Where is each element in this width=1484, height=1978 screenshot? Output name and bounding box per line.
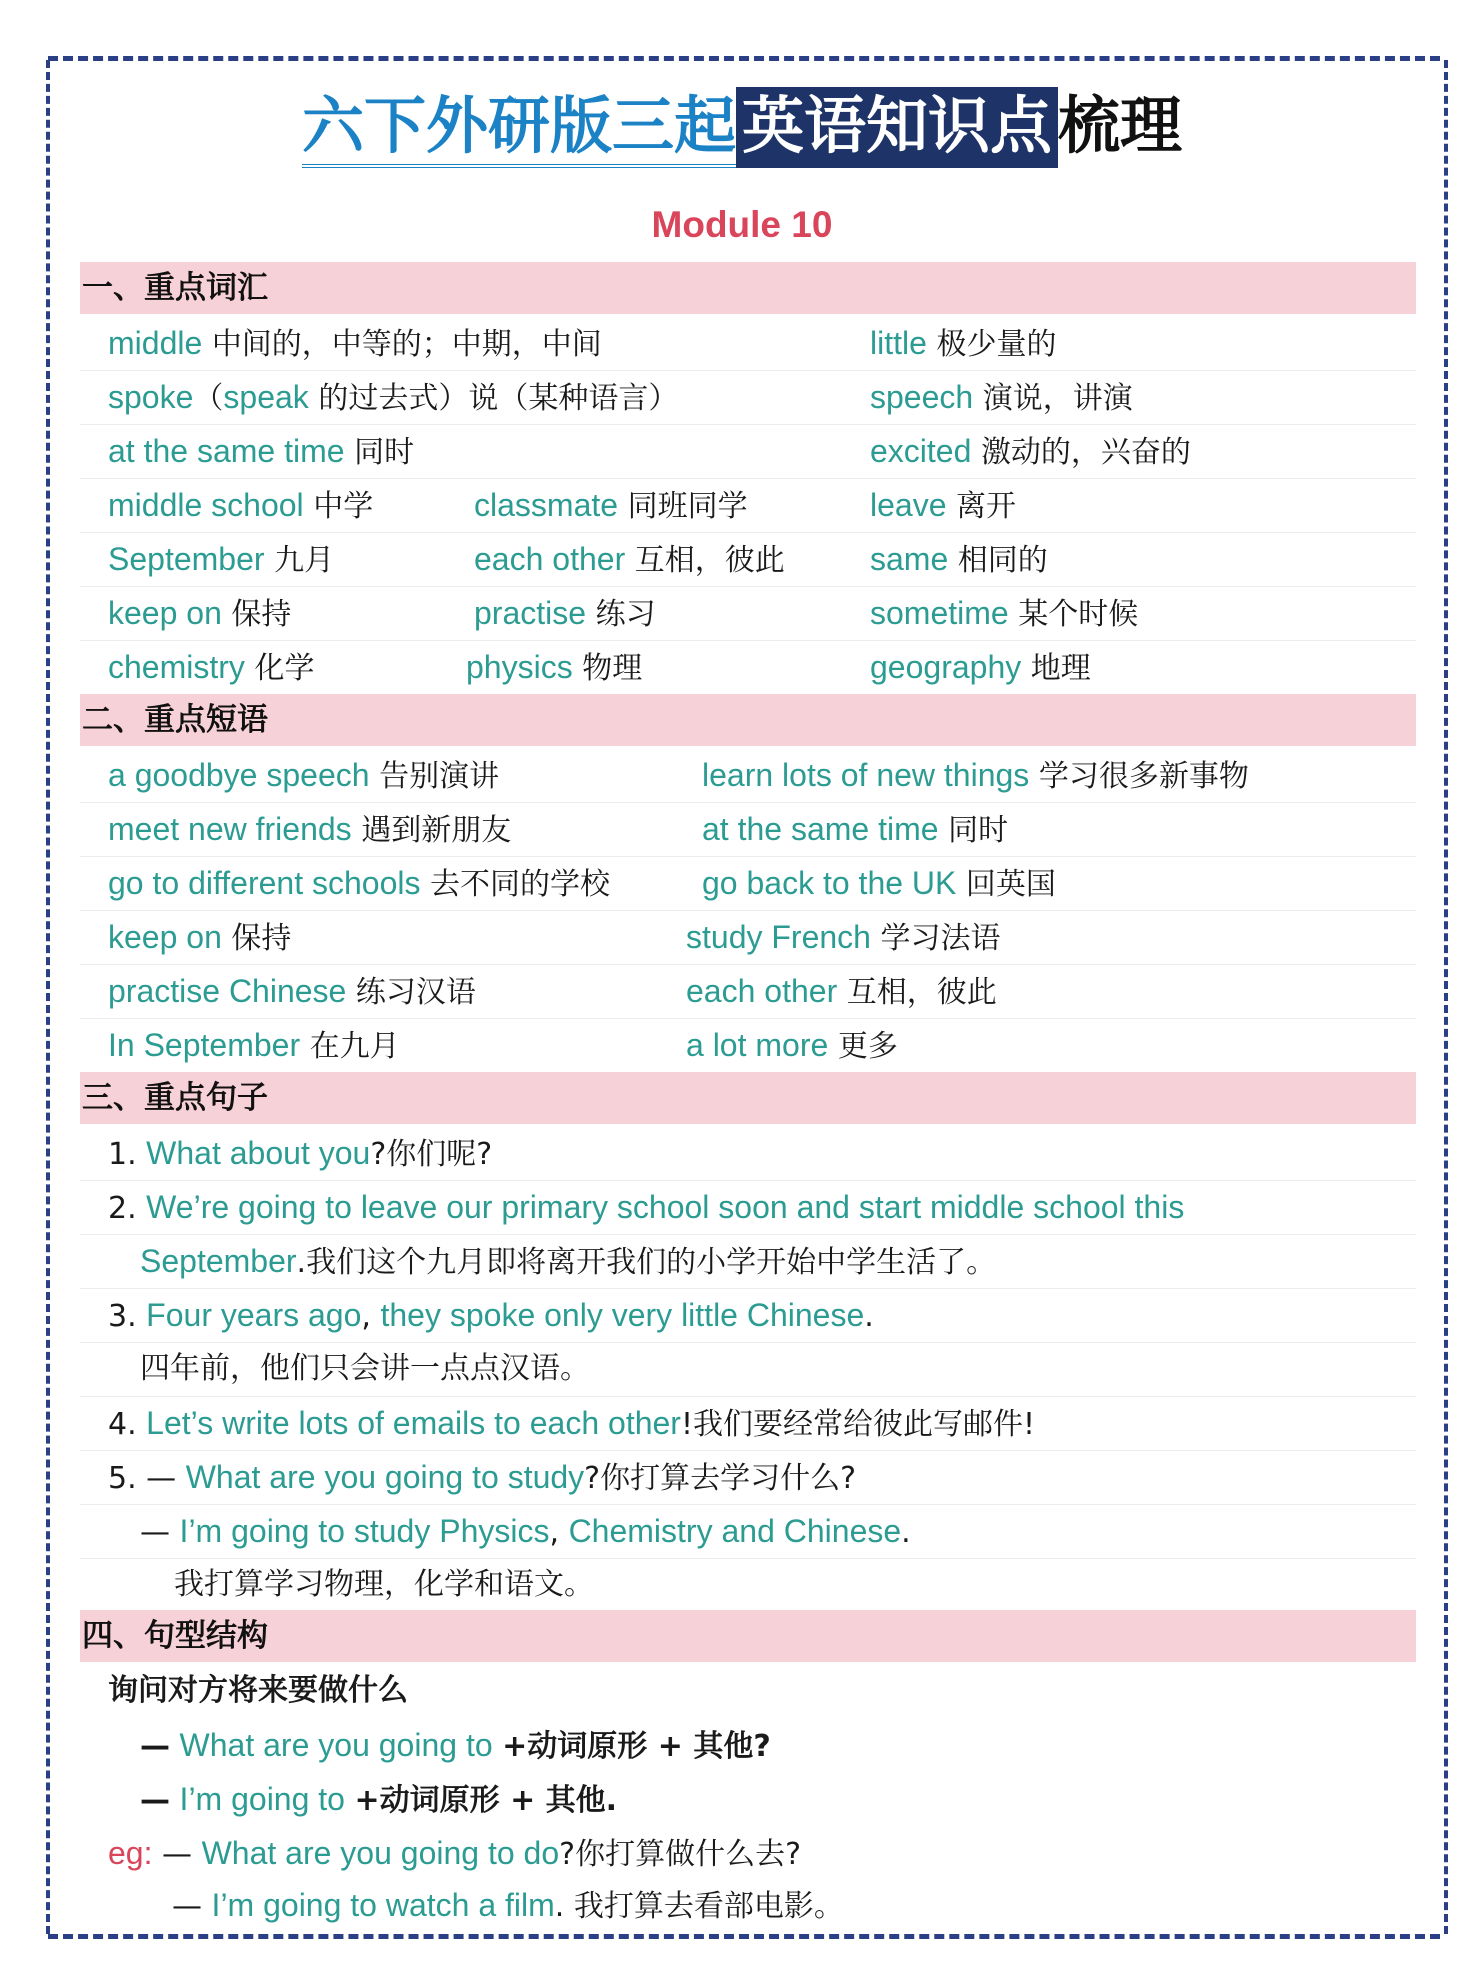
phrase-item: study French 学习法语 xyxy=(686,919,1001,956)
vocab-item: geography 地理 xyxy=(870,649,1091,686)
structure-row xyxy=(80,1772,1416,1826)
sentence-row xyxy=(80,1504,1416,1559)
sentence-2-line-2: September.我们这个九月即将离开我们的小学开始中学生活了。 xyxy=(140,1243,997,1280)
frame-top-border xyxy=(48,56,1440,61)
phrase-item: In September 在九月 xyxy=(108,1027,400,1064)
phrase-row xyxy=(80,1018,1416,1073)
section-header-phrases: 二、重点短语 xyxy=(80,694,1416,746)
sentence-row xyxy=(80,1288,1416,1343)
structure-row xyxy=(80,1664,1416,1718)
phrase-item: keep on 保持 xyxy=(108,919,292,956)
example-question: eg: — What are you going to do?你打算做什么去? xyxy=(108,1835,801,1872)
vocab-row xyxy=(80,586,1416,641)
phrase-item: each other 互相，彼此 xyxy=(686,973,997,1010)
vocab-item: spoke（speak 的过去式）说（某种语言） xyxy=(108,379,679,416)
phrase-item: a goodbye speech 告别演讲 xyxy=(108,757,500,794)
sentence-row xyxy=(80,1180,1416,1235)
sentence-row xyxy=(80,1558,1416,1613)
vocab-item: sometime 某个时候 xyxy=(870,595,1139,632)
example-answer: — I’m going to watch a film. 我打算去看部电影。 xyxy=(172,1887,844,1924)
phrase-item: learn lots of new things 学习很多新事物 xyxy=(702,757,1249,794)
title-part-1: 六下外研版三起 xyxy=(302,89,736,168)
vocab-item: keep on 保持 xyxy=(108,595,292,632)
sentence-1: 1. What about you?你们呢? xyxy=(108,1135,493,1172)
phrase-item: practise Chinese 练习汉语 xyxy=(108,973,476,1010)
vocab-row xyxy=(80,640,1416,695)
section-header-structure: 四、句型结构 xyxy=(80,1610,1416,1662)
section-header-vocab: 一、重点词汇 xyxy=(80,262,1416,314)
phrase-row xyxy=(80,748,1416,803)
sentence-row xyxy=(80,1450,1416,1505)
sentence-5-line-3: 我打算学习物理，化学和语文。 xyxy=(174,1567,594,1602)
vocab-row xyxy=(80,532,1416,587)
sentence-row xyxy=(80,1234,1416,1289)
sentence-2-line-1: 2. We’re going to leave our primary school soon and start middle school this xyxy=(108,1189,1185,1226)
structure-row xyxy=(80,1718,1416,1772)
vocab-item: practise 练习 xyxy=(474,595,656,632)
vocab-item: excited 激动的，兴奋的 xyxy=(870,433,1191,470)
sentence-row xyxy=(80,1396,1416,1451)
vocab-item: physics 物理 xyxy=(466,649,643,686)
phrase-row xyxy=(80,910,1416,965)
sentence-3-line-2: 四年前，他们只会讲一点点汉语。 xyxy=(140,1351,590,1386)
vocab-item: at the same time 同时 xyxy=(108,433,415,470)
section-header-sentences: 三、重点句子 xyxy=(80,1072,1416,1124)
vocab-row xyxy=(80,370,1416,425)
phrase-row xyxy=(80,802,1416,857)
module-subtitle: Module 10 xyxy=(651,204,833,245)
structure-answer: — I’m going to +动词原形 + 其他. xyxy=(140,1781,618,1818)
vocab-item: leave 离开 xyxy=(870,487,1017,524)
page-title xyxy=(0,78,1484,174)
vocab-item: each other 互相，彼此 xyxy=(474,541,785,578)
vocab-item: middle 中间的，中等的；中期，中间 xyxy=(108,325,602,362)
structure-row xyxy=(80,1878,1416,1932)
sentence-row xyxy=(80,1126,1416,1181)
sentence-3-line-1: 3. Four years ago, they spoke only very little Chinese. xyxy=(108,1297,874,1334)
sentence-row xyxy=(80,1342,1416,1397)
phrase-item: go to different schools 去不同的学校 xyxy=(108,865,611,902)
title-part-2-highlighted: 英语知识点 xyxy=(736,87,1058,168)
phrase-item: at the same time 同时 xyxy=(702,811,1009,848)
vocab-row xyxy=(80,478,1416,533)
sentence-5-line-2: — I’m going to study Physics, Chemistry and Chinese. xyxy=(140,1513,911,1550)
phrase-row xyxy=(80,856,1416,911)
vocab-item: classmate 同班同学 xyxy=(474,487,748,524)
phrase-item: a lot more 更多 xyxy=(686,1027,898,1064)
structure-question: — What are you going to +动词原形 + 其他? xyxy=(140,1727,771,1764)
phrase-row xyxy=(80,964,1416,1019)
vocab-row xyxy=(80,424,1416,479)
vocab-item: middle school 中学 xyxy=(108,487,374,524)
vocab-item: speech 演说，讲演 xyxy=(870,379,1133,416)
vocab-item: same 相同的 xyxy=(870,541,1048,578)
vocab-item: little 极少量的 xyxy=(870,325,1057,362)
frame-left-border xyxy=(46,60,50,1934)
vocab-row xyxy=(80,316,1416,371)
vocab-item: September 九月 xyxy=(108,541,335,578)
frame-bottom-border xyxy=(48,1934,1440,1939)
phrase-item: meet new friends 遇到新朋友 xyxy=(108,811,512,848)
frame-right-border xyxy=(1444,60,1448,1934)
structure-row xyxy=(80,1826,1416,1880)
structure-heading: 询问对方将来要做什么 xyxy=(108,1673,408,1708)
phrase-item: go back to the UK 回英国 xyxy=(702,865,1056,902)
title-part-3: 梳理 xyxy=(1058,89,1183,162)
vocab-item: chemistry 化学 xyxy=(108,649,315,686)
sentence-4: 4. Let’s write lots of emails to each other!我们要经常给彼此写邮件! xyxy=(108,1405,1036,1442)
sentence-5-line-1: 5. — What are you going to study?你打算去学习什么? xyxy=(108,1459,857,1496)
